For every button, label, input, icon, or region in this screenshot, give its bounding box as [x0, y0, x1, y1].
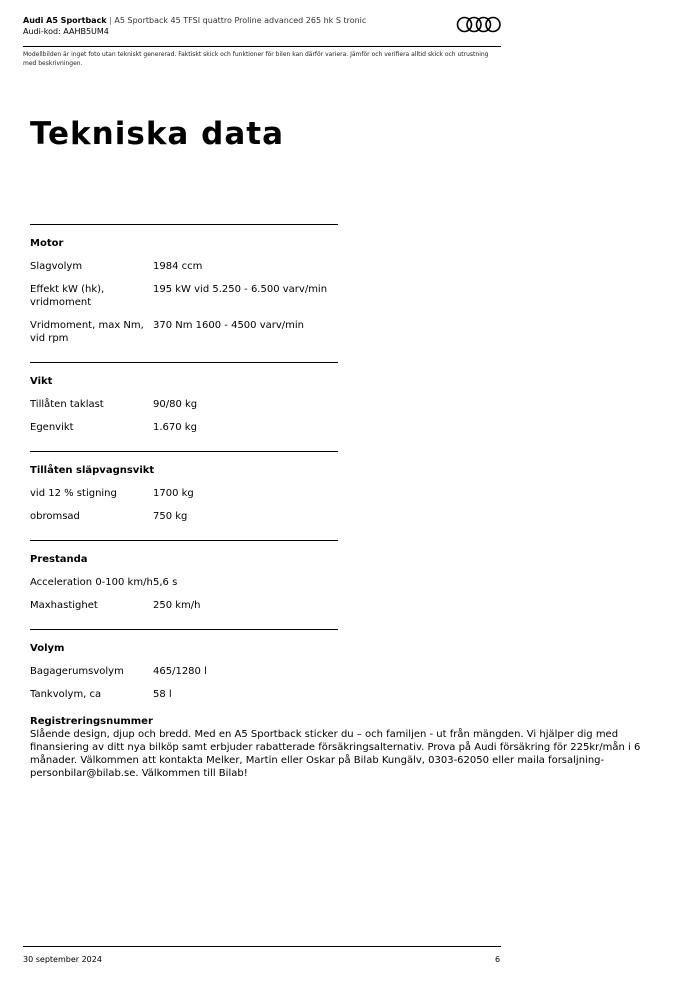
spec-label: Vridmoment, max Nm, vid rpm	[30, 320, 144, 344]
spec-value: 1984 ccm	[153, 261, 203, 272]
spec-row	[30, 576, 338, 589]
header-description: A5 Sportback 45 TFSI quattro Proline advanced 265 hk S tronic	[114, 16, 367, 25]
spec-value: 370 Nm 1600 - 4500 varv/min	[153, 320, 305, 331]
section-volym	[30, 629, 338, 718]
registration-block	[30, 715, 680, 780]
spec-label: Effekt kW (hk), vridmoment	[30, 284, 105, 308]
spec-row	[30, 510, 338, 523]
section-title: Motor	[30, 238, 64, 249]
spec-row	[30, 487, 338, 500]
spec-value: 90/80 kg	[153, 399, 198, 410]
spec-label: Egenvikt	[30, 422, 74, 433]
registration-text: Slående design, djup och bredd. Med en A5 Sportback sticker du – och familjen - ut från mängden. Vi hjälper dig med finansiering av ditt nya bilköp samt erbjuder rabatterade försäkringsalternativ. Prova på Audi försäkring för 225kr/mån i 6 månader. Välkommen att kontakta Melker, Martin eller Oskar på Bilab Kungälv, 0303-62050 eller maila forsaljning-personbilar@bilab.se. Välkommen till Bilab!	[30, 729, 641, 779]
header-separator: |	[109, 16, 112, 25]
spec-row	[30, 599, 338, 612]
disclaimer-text: Modellbilden är inget foto utan tekniskt genererad. Faktiskt skick och funktioner för bilen kan därför variera. Jämför och verifiera alltid skick och utrustning med beskrivningen.	[23, 51, 489, 67]
spec-value: 1.670 kg	[153, 422, 197, 433]
spec-row	[30, 319, 338, 345]
document-header	[23, 16, 503, 37]
header-divider	[23, 46, 501, 47]
spec-row	[30, 421, 338, 434]
spec-value: 58 l	[153, 689, 172, 700]
spec-value: 5,6 s	[153, 577, 178, 588]
spec-value: 750 kg	[153, 511, 188, 522]
spec-label: obromsad	[30, 511, 80, 522]
spec-row	[30, 688, 338, 701]
section-title: Volym	[30, 643, 65, 654]
header-audi-code: Audi-kod: AAHB5UM4	[23, 27, 109, 36]
footer-divider	[23, 946, 501, 947]
section-title: Vikt	[30, 376, 53, 387]
section-motor	[30, 224, 338, 362]
section-title: Tillåten släpvagnsvikt	[30, 465, 155, 476]
section-slapvagnsvikt	[30, 451, 338, 540]
spec-row	[30, 283, 338, 309]
spec-table	[30, 224, 338, 718]
section-vikt	[30, 362, 338, 451]
spec-label: Tankvolym, ca	[30, 689, 102, 700]
footer-date: 30 september 2024	[23, 955, 102, 964]
page-number: 6	[495, 955, 501, 964]
spec-row	[30, 665, 338, 678]
spec-label: Maxhastighet	[30, 600, 98, 611]
spec-label: Acceleration 0-100 km/h	[30, 577, 153, 588]
spec-label: Bagagerumsvolym	[30, 666, 124, 677]
section-prestanda	[30, 540, 338, 629]
section-title: Prestanda	[30, 554, 88, 565]
spec-row	[30, 260, 338, 273]
spec-value: 1700 kg	[153, 488, 194, 499]
spec-label: vid 12 % stigning	[30, 488, 117, 499]
spec-label: Slagvolym	[30, 261, 83, 272]
audi-rings-logo-icon	[456, 16, 502, 33]
spec-value: 195 kW vid 5.250 - 6.500 varv/min	[153, 284, 328, 295]
spec-value: 465/1280 l	[153, 666, 207, 677]
page-title: Tekniska data	[30, 116, 284, 152]
spec-row	[30, 398, 338, 411]
header-model: Audi A5 Sportback	[23, 16, 107, 25]
spec-value: 250 km/h	[153, 600, 201, 611]
registration-title: Registreringsnummer	[30, 716, 153, 727]
spec-label: Tillåten taklast	[30, 399, 104, 410]
header-model-line	[23, 16, 503, 26]
